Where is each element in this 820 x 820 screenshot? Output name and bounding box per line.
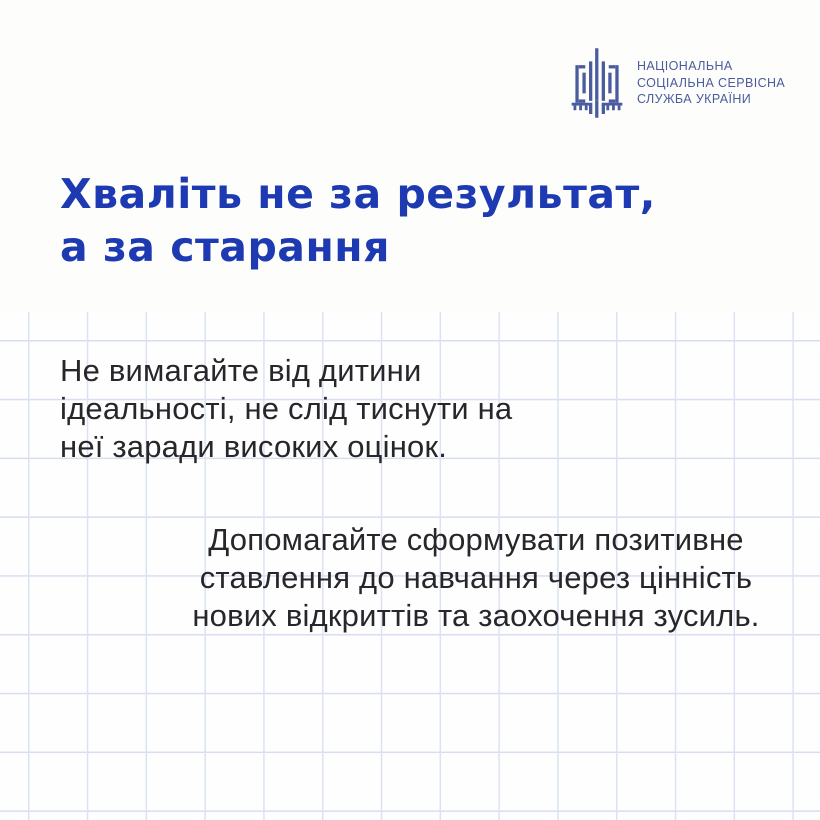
paragraph-right-line: нових відкриттів та заохочення зусиль. — [192, 598, 760, 633]
org-name-line: СЛУЖБА УКРАЇНИ — [637, 92, 752, 107]
org-logo — [566, 48, 785, 118]
paragraph-right-line: Допомагайте сформувати позитивне — [208, 522, 744, 557]
paragraph-right-line: ставлення до навчання через цінність — [199, 560, 753, 595]
tryzub-bars-icon — [566, 48, 628, 118]
paragraph-left-line: Не вимагайте від дитини — [60, 353, 422, 388]
org-name — [637, 58, 785, 108]
paragraph-left-line: ідеальності, не слід тиснути на — [60, 391, 513, 426]
paragraph-left — [60, 352, 512, 466]
paragraph-left-line: неї заради високих оцінок. — [60, 429, 448, 464]
title-line-1: Хваліть не за результат, — [60, 170, 656, 218]
org-name-line: СОЦІАЛЬНА СЕРВІСНА — [637, 75, 786, 90]
org-name-line: НАЦІОНАЛЬНА — [637, 59, 733, 74]
page-title — [60, 168, 656, 274]
title-line-2: а за старання — [60, 223, 390, 271]
paragraph-right — [160, 521, 792, 635]
